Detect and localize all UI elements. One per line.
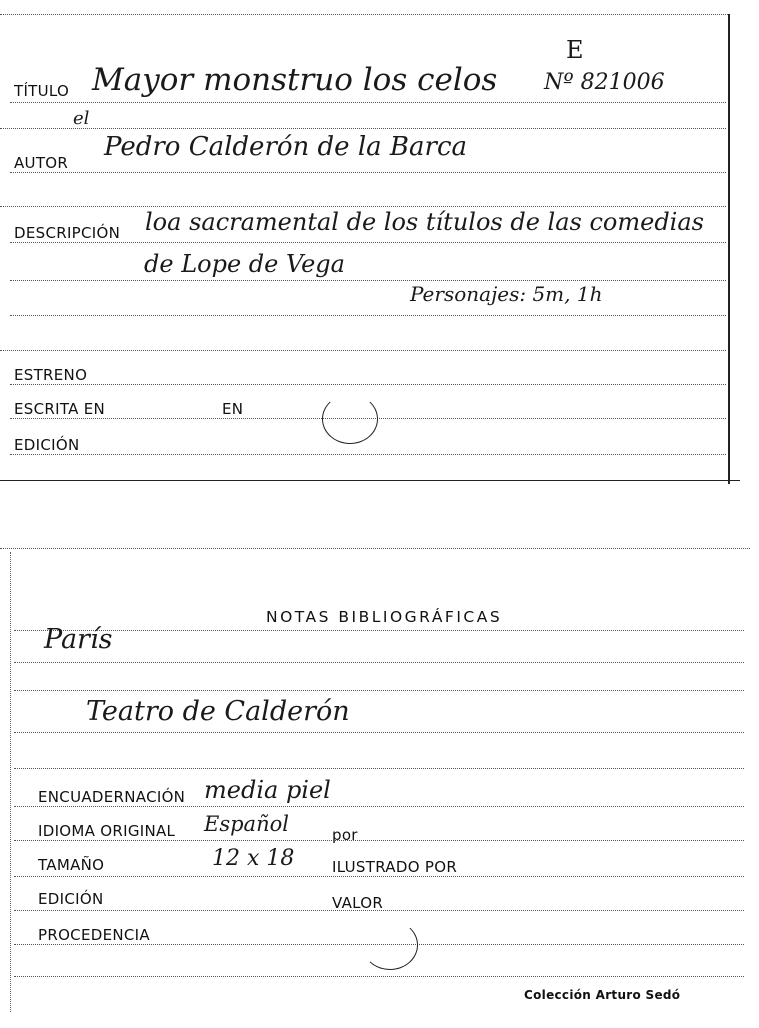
rule — [14, 690, 744, 691]
rule — [14, 630, 744, 631]
por-label: por — [332, 826, 358, 844]
rule — [10, 280, 726, 281]
descripcion-line-1: loa sacramental de los títulos de las comedias — [145, 208, 704, 236]
escrita-label: ESCRITA EN — [14, 400, 106, 418]
card-top-edge — [0, 548, 750, 549]
procedencia-label: PROCEDENCIA — [38, 926, 150, 944]
encuadernacion-label: ENCUADERNACIÓN — [38, 788, 186, 806]
autor-value: Pedro Calderón de la Barca — [104, 132, 468, 162]
personajes-note: Personajes: 5m, 1h — [410, 282, 603, 306]
titulo-rule — [10, 102, 726, 103]
edicion-rule — [10, 454, 726, 455]
rule — [14, 840, 744, 841]
encuadernacion-value: media piel — [204, 776, 331, 804]
note-line-2: Teatro de Calderón — [86, 696, 350, 727]
card-left-edge — [10, 552, 11, 1012]
rule — [14, 876, 744, 877]
titulo-value: Mayor monstruo los celos — [92, 62, 498, 98]
punch-hole — [322, 394, 378, 444]
rule — [0, 128, 726, 129]
card-mark: E — [566, 36, 584, 64]
titulo-label: TÍTULO — [14, 82, 70, 100]
rule — [14, 768, 744, 769]
edicion-label: EDICIÓN — [14, 436, 80, 454]
descripcion-label: DESCRIPCIÓN — [14, 224, 121, 242]
ilustrado-label: ILUSTRADO POR — [332, 858, 458, 876]
rule — [14, 806, 744, 807]
rule — [14, 732, 744, 733]
tamano-value: 12 x 18 — [212, 846, 295, 871]
idioma-label: IDIOMA ORIGINAL — [38, 822, 176, 840]
numero-value: Nº 821006 — [544, 70, 665, 95]
valor-label: VALOR — [332, 894, 384, 912]
card-right-edge — [728, 14, 730, 484]
descripcion-line-2: de Lope de Vega — [144, 250, 345, 278]
idioma-value: Español — [204, 812, 289, 836]
en-label: EN — [222, 400, 244, 418]
estreno-label: ESTRENO — [14, 366, 88, 384]
rule — [14, 910, 744, 911]
autor-label: AUTOR — [14, 154, 69, 172]
card-bottom-edge — [0, 480, 740, 481]
card-top-edge — [0, 14, 730, 15]
catalog-card-main — [0, 0, 740, 500]
punch-hole — [362, 920, 418, 970]
tamano-label: TAMAÑO — [38, 856, 105, 874]
note-line-1: París — [44, 624, 113, 655]
descripcion-rule — [10, 242, 726, 243]
catalog-card-notes — [0, 540, 759, 1028]
edicion-label: EDICIÓN — [38, 890, 104, 908]
rule — [10, 315, 726, 316]
coleccion-imprint: Colección Arturo Sedó — [524, 988, 681, 1002]
autor-prefix: el — [73, 108, 90, 129]
rule — [14, 662, 744, 663]
rule — [0, 206, 726, 207]
rule — [14, 976, 744, 977]
rule — [0, 350, 726, 351]
autor-rule — [10, 172, 726, 173]
notas-heading: NOTAS BIBLIOGRÁFICAS — [266, 608, 503, 626]
estreno-rule — [10, 384, 726, 385]
